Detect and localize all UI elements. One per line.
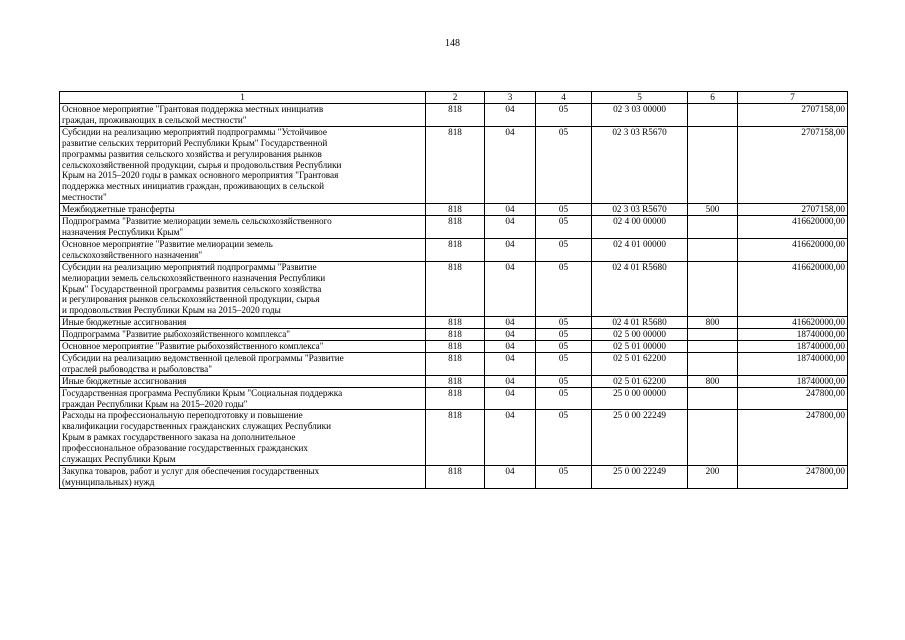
column-header: 1 [60,92,426,104]
target-article-code: 02 3 03 R5670 [592,126,688,203]
section-code: 04 [485,204,536,216]
target-article-code: 02 5 01 62200 [592,352,688,375]
target-article-code: 25 0 00 00000 [592,387,688,410]
table-row [60,216,848,239]
target-article-code: 25 0 00 22249 [592,466,688,489]
row-description: Иные бюджетные ассигнования [60,317,426,329]
amount [738,126,848,203]
expense-type-code [688,341,738,353]
target-article-code: 02 4 01 00000 [592,238,688,261]
section-code: 04 [485,375,536,387]
amount-value: 247800,00 [805,466,845,476]
column-header: 3 [485,92,536,104]
amount-value: 18740000,00 [796,375,845,386]
table-body [60,104,848,489]
section-code: 04 [485,387,536,410]
column-header: 2 [426,92,485,104]
amount-value: 18740000,00 [796,329,845,340]
section-code: 04 [485,410,536,466]
column-header: 7 [738,92,848,104]
subsection-code: 05 [536,261,592,317]
ministry-code: 818 [426,341,485,353]
row-description: Основное мероприятие "Развитие мелиорации земель сельскохозяйственного назначения" [60,238,426,261]
table-row [60,329,848,341]
table-row [60,317,848,329]
row-description: Иные бюджетные ассигнования [60,375,426,387]
table-row [60,466,848,489]
row-description: Подпрограмма "Развитие рыбохозяйственного комплекса" [60,329,426,341]
subsection-code: 05 [536,387,592,410]
column-header: 6 [688,92,738,104]
amount-value: 247800,00 [805,387,845,398]
ministry-code: 818 [426,238,485,261]
amount [738,317,848,329]
target-article-code: 02 4 01 R5680 [592,317,688,329]
ministry-code: 818 [426,375,485,387]
subsection-code: 05 [536,104,592,127]
section-code: 04 [485,329,536,341]
amount-value: 2707158,00 [801,104,845,114]
expense-type-code [688,352,738,375]
table-header-row [60,92,848,104]
ministry-code: 818 [426,387,485,410]
subsection-code: 05 [536,216,592,239]
amount [738,104,848,127]
amount-value: 18740000,00 [796,352,845,363]
section-code: 04 [485,126,536,203]
section-code: 04 [485,341,536,353]
expense-type-code [688,261,738,317]
target-article-code: 02 5 00 00000 [592,329,688,341]
target-article-code: 02 5 01 62200 [592,375,688,387]
table-row [60,375,848,387]
ministry-code: 818 [426,261,485,317]
row-description: Межбюджетные трансферты [60,204,426,216]
section-code: 04 [485,352,536,375]
budget-table [59,91,848,489]
amount-value: 416620000,00 [792,261,845,272]
amount [738,387,848,410]
section-code: 04 [485,466,536,489]
amount [738,410,848,466]
expense-type-code [688,126,738,203]
section-code: 04 [485,216,536,239]
section-code: 04 [485,261,536,317]
amount [738,216,848,239]
section-code: 04 [485,238,536,261]
subsection-code: 05 [536,375,592,387]
amount [738,238,848,261]
target-article-code: 02 4 00 00000 [592,216,688,239]
expense-type-code [688,104,738,127]
row-description: Закупка товаров, работ и услуг для обеспечения государственных (муниципальных) нужд [60,466,426,489]
ministry-code: 818 [426,317,485,329]
table-row [60,352,848,375]
ministry-code: 818 [426,216,485,239]
column-header: 5 [592,92,688,104]
ministry-code: 818 [426,410,485,466]
ministry-code: 818 [426,329,485,341]
amount-value: 2707158,00 [801,126,845,137]
table-row [60,204,848,216]
table-row [60,261,848,317]
row-description: Субсидии на реализацию мероприятий подпрограммы "Развитие мелиорации земель сельскохозяйственного назначения Республики Крым" Государственной программы развития сельского хозяйства и регулирования рынков сельскохозяйственной продукции, сырья и продовольствия Республики Крым на 2015–2020 годы [60,261,426,317]
table-row [60,341,848,353]
amount [738,341,848,353]
amount [738,261,848,317]
row-description: Основное мероприятие "Развитие рыбохозяйственного комплекса" [60,341,426,353]
page-number: 148 [445,38,460,49]
subsection-code: 05 [536,126,592,203]
subsection-code: 05 [536,466,592,489]
amount-value: 247800,00 [805,410,845,421]
row-description: Подпрограмма "Развитие мелиорации земель сельскохозяйственного назначения Республики Крым" [60,216,426,239]
ministry-code: 818 [426,352,485,375]
expense-type-code: 200 [688,466,738,489]
expense-type-code: 800 [688,317,738,329]
target-article-code: 02 4 01 R5680 [592,261,688,317]
amount [738,352,848,375]
table-row [60,387,848,410]
expense-type-code: 800 [688,375,738,387]
table-row [60,126,848,203]
amount-value: 416620000,00 [792,317,845,328]
expense-type-code [688,216,738,239]
expense-type-code [688,329,738,341]
subsection-code: 05 [536,352,592,375]
expense-type-code [688,238,738,261]
subsection-code: 05 [536,329,592,341]
expense-type-code: 500 [688,204,738,216]
amount-value: 2707158,00 [801,204,845,215]
target-article-code: 02 5 01 00000 [592,341,688,353]
row-description: Субсидии на реализацию мероприятий подпрограммы "Устойчивое развитие сельских территорий Республики Крым" Государственной программы развития сельского хозяйства и регулирования рынков сельскохозяйственной продукции, сырья и продовольствия Республики Крым на 2015–2020 годы в рамках основного мероприятия "Грантовая поддержка местных инициатив граждан, проживающих в сельской местности" [60,126,426,203]
amount-value: 416620000,00 [792,216,845,227]
ministry-code: 818 [426,466,485,489]
subsection-code: 05 [536,410,592,466]
ministry-code: 818 [426,104,485,127]
table-row [60,410,848,466]
subsection-code: 05 [536,238,592,261]
row-description: Расходы на профессиональную переподготовку и повышение квалификации государственных гражданских служащих Республики Крым в рамках государственного заказа на дополнительное профессиональное образование государственных гражданских служащих Республики Крым [60,410,426,466]
target-article-code: 25 0 00 22249 [592,410,688,466]
ministry-code: 818 [426,126,485,203]
amount-value: 18740000,00 [796,341,845,352]
row-description: Субсидии на реализацию ведомственной целевой программы "Развитие отраслей рыбоводства и рыболовства" [60,352,426,375]
table-row [60,104,848,127]
table-row [60,238,848,261]
target-article-code: 02 3 03 R5670 [592,204,688,216]
column-header: 4 [536,92,592,104]
row-description: Государственная программа Республики Крым "Социальная поддержка граждан Республики Крым на 2015–2020 годы" [60,387,426,410]
amount [738,375,848,387]
expense-type-code [688,410,738,466]
subsection-code: 05 [536,317,592,329]
amount [738,204,848,216]
amount-value: 416620000,00 [792,238,845,249]
row-description: Основное мероприятие "Грантовая поддержка местных инициатив граждан, проживающих в сельской местности" [60,104,426,127]
section-code: 04 [485,104,536,127]
expense-type-code [688,387,738,410]
section-code: 04 [485,317,536,329]
subsection-code: 05 [536,204,592,216]
amount [738,329,848,341]
ministry-code: 818 [426,204,485,216]
amount [738,466,848,489]
subsection-code: 05 [536,341,592,353]
target-article-code: 02 3 03 00000 [592,104,688,127]
